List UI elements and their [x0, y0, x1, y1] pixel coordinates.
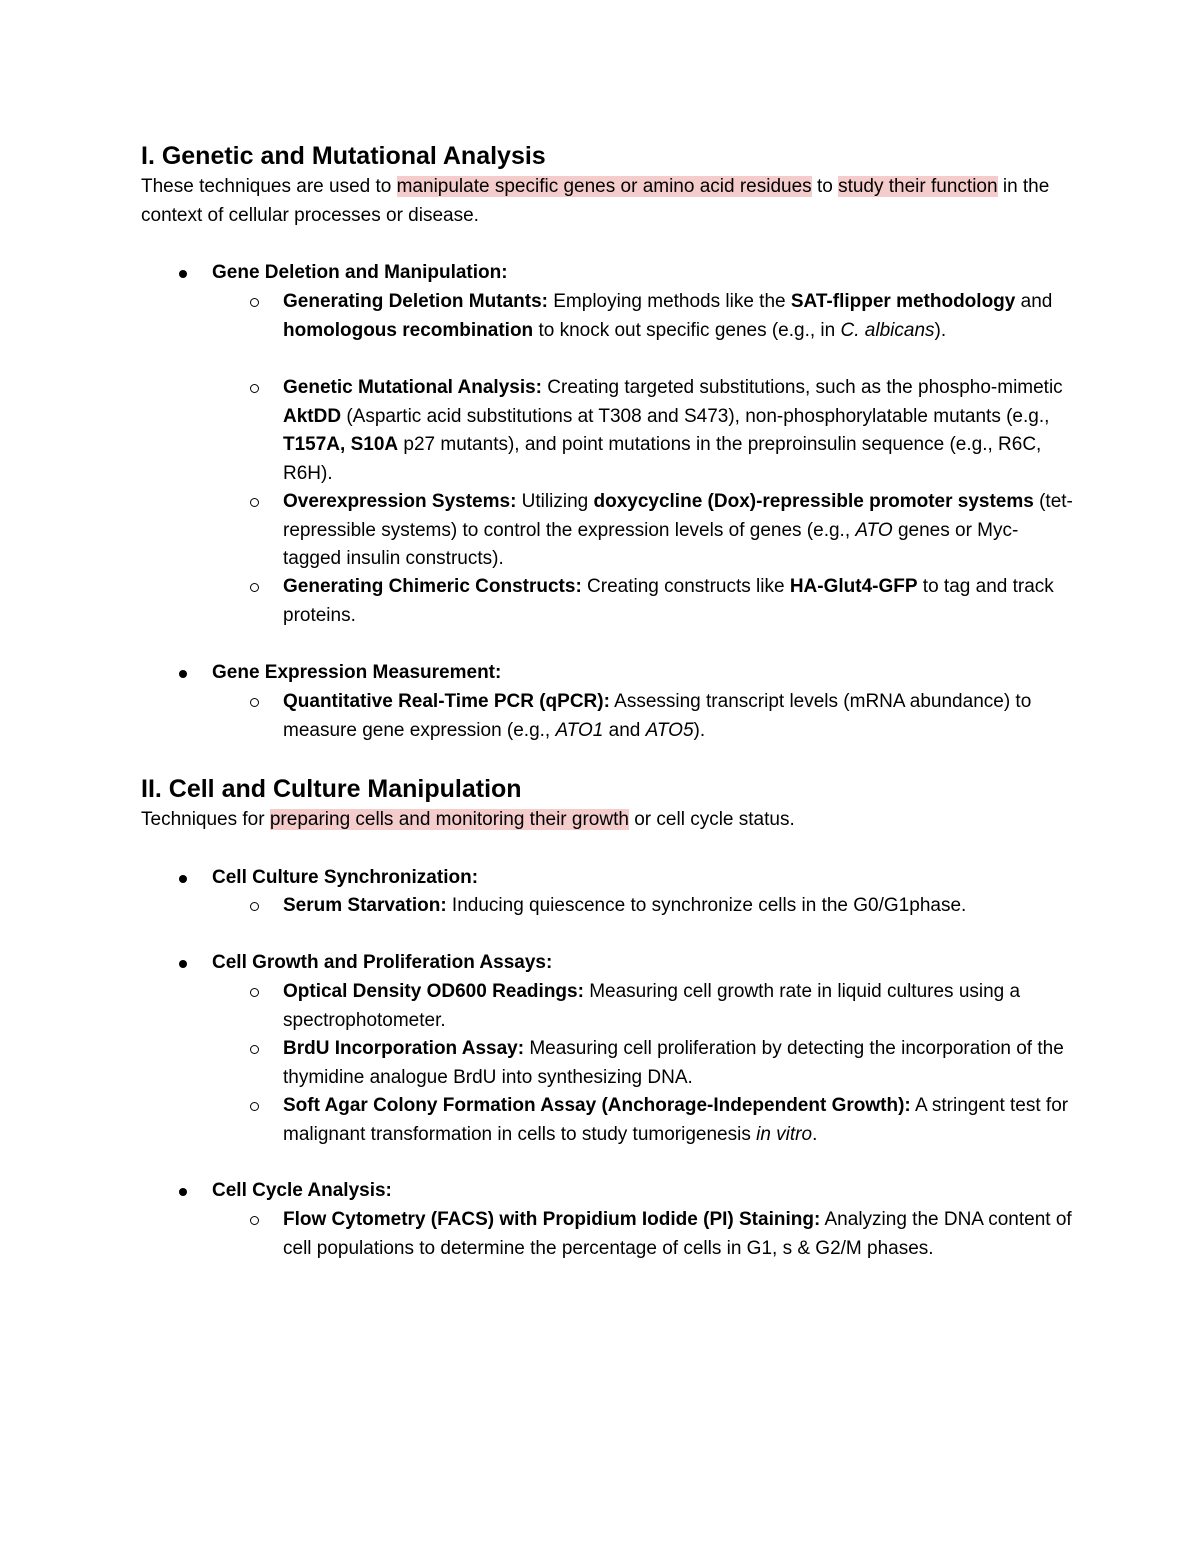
- sub-bullet-item: BrdU Incorporation Assay: Measuring cell proliferation by detecting the incorporation of the thymidine analogue BrdU into synthesizing DNA.: [283, 1035, 1073, 1092]
- section-title: II. Cell and Culture Manipulation: [141, 775, 522, 803]
- sub-bullet-item: Overexpression Systems: Utilizing doxycycline (Dox)-repressible promoter systems (tet-repressible systems) to control the expression levels of genes (e.g., ATO genes or Myc-tagged insulin constructs).: [283, 488, 1073, 574]
- sub-bullet-item: Generating Deletion Mutants: Employing methods like the SAT-flipper methodology and homologous recombination to knock out specific genes (e.g., in C. albicans).: [283, 288, 1073, 345]
- highlighted-text: manipulate specific genes or amino acid residues: [396, 176, 812, 197]
- sub-bullet-item: Generating Chimeric Constructs: Creating constructs like HA-Glut4-GFP to tag and track proteins.: [283, 573, 1073, 630]
- bullet-heading: Cell Cycle Analysis:: [212, 1177, 392, 1206]
- section-title: I. Genetic and Mutational Analysis: [141, 142, 546, 170]
- sub-bullet-item: Quantitative Real-Time PCR (qPCR): Assessing transcript levels (mRNA abundance) to measure gene expression (e.g., ATO1 and ATO5).: [283, 688, 1073, 745]
- section-intro: Techniques for preparing cells and monitoring their growth or cell cycle status.: [141, 809, 795, 830]
- bullet-heading: Gene Deletion and Manipulation:: [212, 259, 508, 288]
- sub-bullet-item: Optical Density OD600 Readings: Measuring cell growth rate in liquid cultures using a spectrophotometer.: [283, 978, 1073, 1035]
- sub-bullet-item: Flow Cytometry (FACS) with Propidium Iodide (PI) Staining: Analyzing the DNA content of cell populations to determine the percentage of cells in G1, s & G2/M phases.: [283, 1206, 1073, 1263]
- sub-bullet-item: Serum Starvation: Inducing quiescence to synchronize cells in the G0/G1phase.: [283, 892, 1073, 921]
- sub-bullet-item: Soft Agar Colony Formation Assay (Anchorage-Independent Growth): A stringent test for malignant transformation in cells to study tumorigenesis in vitro.: [283, 1092, 1073, 1149]
- highlighted-text: study their function: [838, 176, 998, 197]
- highlighted-text: preparing cells and monitoring their growth: [269, 809, 629, 830]
- bullet-heading: Cell Culture Synchronization:: [212, 864, 478, 893]
- bullet-heading: Gene Expression Measurement:: [212, 659, 501, 688]
- sub-bullet-item: Genetic Mutational Analysis: Creating targeted substitutions, such as the phospho-mimetic AktDD (Aspartic acid substitutions at T308 and S473), non-phosphorylatable mutants (e.g., T157A, S10A p27 mutants), and point mutations in the preproinsulin sequence (e.g., R6C, R6H).: [283, 374, 1073, 488]
- bullet-heading: Cell Growth and Proliferation Assays:: [212, 949, 552, 978]
- section-intro: These techniques are used to manipulate specific genes or amino acid residues to study their function in the context of cellular processes or disease.: [141, 176, 1050, 226]
